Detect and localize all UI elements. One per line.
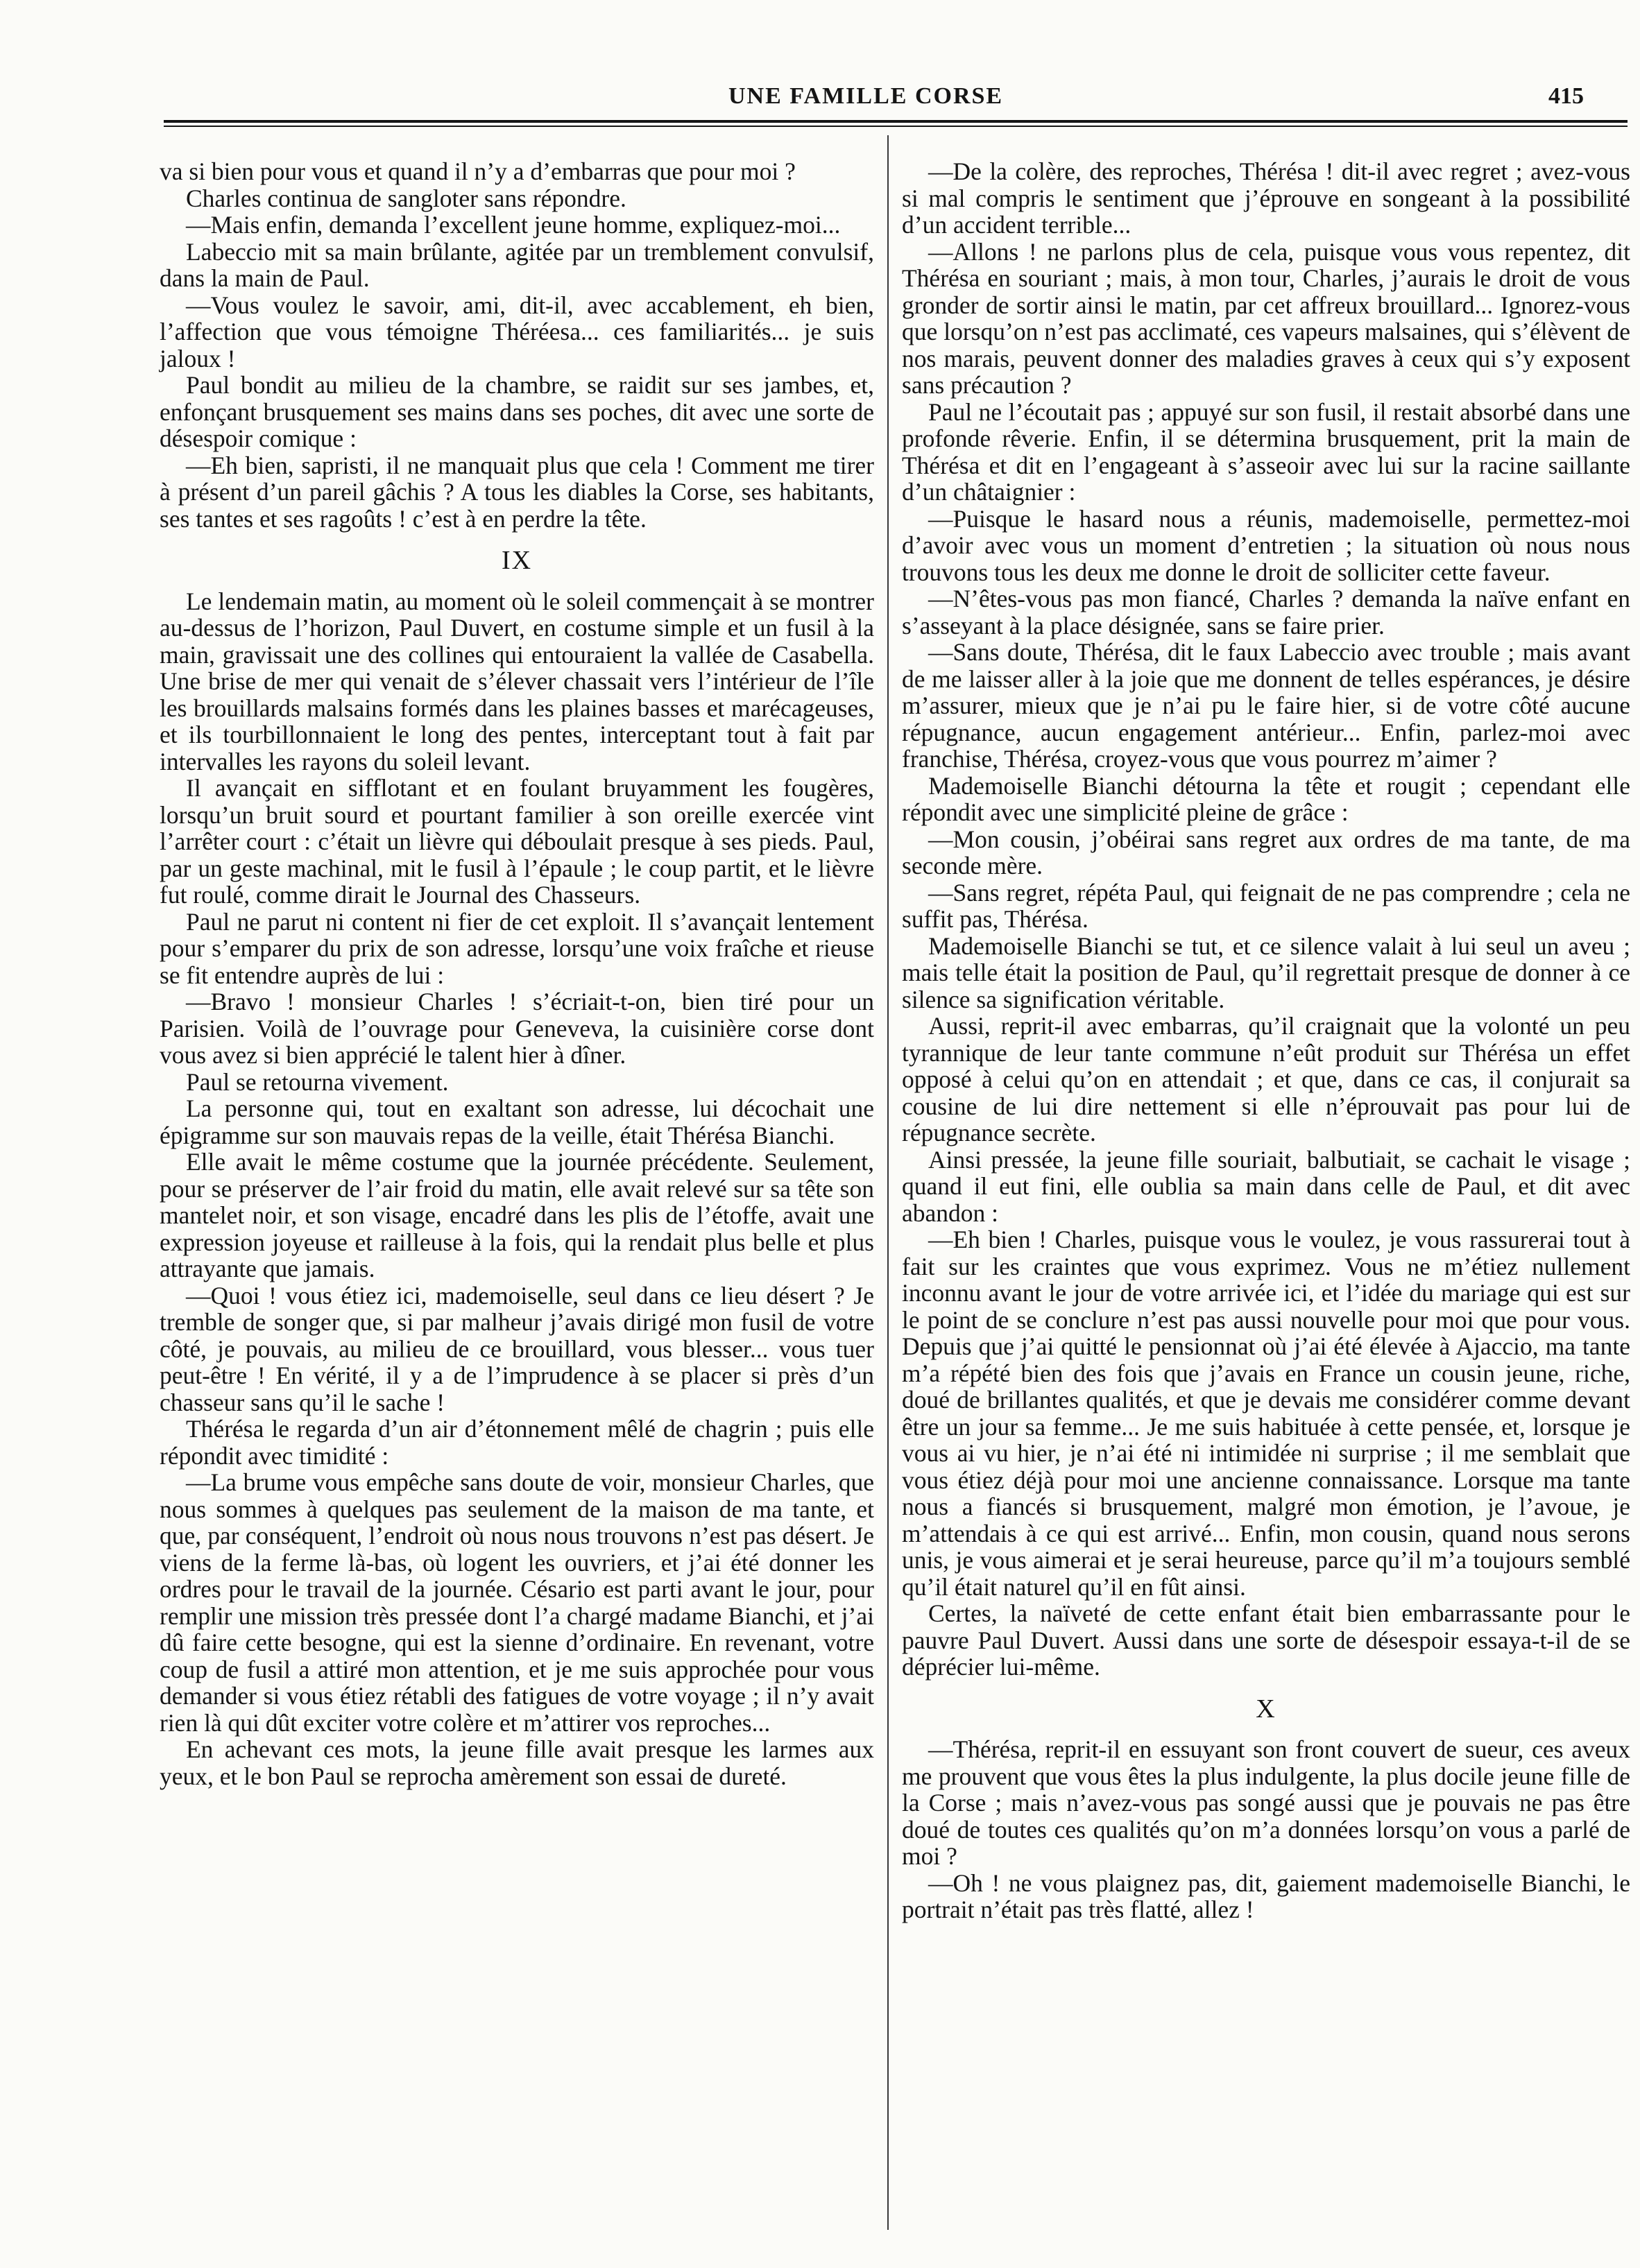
running-header-title: UNE FAMILLE CORSE xyxy=(728,83,1004,109)
paragraph: Paul ne l’écoutait pas ; appuyé sur son fusil, il restait absorbé dans une profonde rêverie. Enfin, il se détermina brusquement, prit la main de Thérésa et dit en l’engageant à s’asseoir avec lui sur la racine saillante d’un châtaignier : xyxy=(902,397,1630,506)
paragraph: Paul ne parut ni content ni fier de cet exploit. Il s’avançait lentement pour s’emparer du prix de son adresse, lorsqu’une voix fraîche et rieuse se fit entendre auprès de lui : xyxy=(160,907,874,989)
paragraph: —De la colère, des reproches, Thérésa ! dit-il avec regret ; avez-vous si mal compris le sentiment que j’éprouve en songeant à la possibilité d’un accident terrible... xyxy=(902,157,1630,239)
right-column xyxy=(902,158,1630,1923)
paragraph: Mademoiselle Bianchi se tut, et ce silence valait à lui seul un aveu ; mais telle était la position de Paul, qu’il regrettait presque de donner à ce silence sa signification véritable. xyxy=(902,931,1630,1013)
paragraph: Il avançait en sifflotant et en foulant bruyamment les fougères, lorsqu’un bruit sourd et pourtant familier à son oreille exercée vint l’arrêter court : c’était un lièvre qui déboulait presque à ses pieds. Paul, par un geste machinal, mit le fusil à l’épaule ; le coup partit, et le lièvre fut roulé, comme dirait le Journal des Chasseurs. xyxy=(160,774,874,909)
paragraph: —Bravo ! monsieur Charles ! s’écriait-t-on, bien tiré pour un Parisien. Voilà de l’ouvrage pour Geneveva, la cuisinière corse dont vous avez si bien apprécié le talent hier à dîner. xyxy=(160,988,874,1069)
paragraph: —Quoi ! vous étiez ici, mademoiselle, seul dans ce lieu désert ? Je tremble de songer que, si par malheur j’avais dirigé mon fusil de votre côté, je pouvais, au milieu de ce brouillard, vous blesser... vous tuer peut-être ! En vérité, il y a de l’imprudence à se placer si près d’un chasseur sans qu’il le sache ! xyxy=(160,1281,874,1416)
paragraph: Thérésa le regarda d’un air d’étonnement mêlé de chagrin ; puis elle répondit avec timidité : xyxy=(160,1415,874,1470)
paragraph: va si bien pour vous et quand il n’y a d’embarras que pour moi ? xyxy=(160,157,796,185)
paragraph: Charles continua de sangloter sans répondre. xyxy=(186,184,626,212)
paragraph: —Mon cousin, j’obéirai sans regret aux ordres de ma tante, de ma seconde mère. xyxy=(902,825,1630,879)
paragraph: La personne qui, tout en exaltant son adresse, lui décochait une épigramme sur son mauvais repas de la veille, était Thérésa Bianchi. xyxy=(160,1094,874,1149)
paragraph: —Mais enfin, demanda l’excellent jeune homme, expliquez-moi... xyxy=(186,211,841,239)
paragraph: —Oh ! ne vous plaignez pas, dit, gaiement mademoiselle Bianchi, le portrait n’était pas très flatté, allez ! xyxy=(902,1868,1630,1923)
header-rule-thin xyxy=(164,126,1628,127)
paragraph: Aussi, reprit-il avec embarras, qu’il craignait que la volonté un peu tyrannique de leur tante commune n’eût produit sur Thérésa un effet opposé à celui qu’on en attendait ; et que, dans ce cas, il conjurait sa cousine de lui dire nettement si elle n’éprouvait pas pour lui de répugnance secrète. xyxy=(902,1012,1630,1146)
paragraph: —La brume vous empêche sans doute de voir, monsieur Charles, que nous sommes à quelques pas seulement de la maison de ma tante, et que, par conséquent, l’endroit où nous nous trouvons n’est pas désert. Je viens de la ferme là-bas, où logent les ouvriers, et j’ai été donner les ordres pour le travail de la journée. Césario est parti avant le jour, pour remplir une mission très pressée dont l’a chargé madame Bianchi, et j’ai dû faire cette besogne, qui est la sienne d’ordinaire. En revenant, votre coup de fusil a attiré mon attention, et je me suis approchée pour vous demander si vous étiez rétabli des fatigues de votre voyage ; il n’y avait rien là qui dût exciter votre colère et m’attirer vos reproches... xyxy=(160,1468,874,1737)
paragraph: Labeccio mit sa main brûlante, agitée par un tremblement convulsif, dans la main de Paul. xyxy=(160,237,874,292)
paragraph: Elle avait le même costume que la journée précédente. Seulement, pour se préserver de l’air froid du matin, elle avait relevé sur sa tête son mantelet noir, et son visage, encadré dans les plis de l’étoffe, avait une expression joyeuse et railleuse à la fois, qui la rendait plus belle et plus attrayante que jamais. xyxy=(160,1148,874,1282)
paragraph: Paul se retourna vivement. xyxy=(186,1067,449,1096)
paragraph: Paul bondit au milieu de la chambre, se raidit sur ses jambes, et, enfonçant brusquement ses mains dans ses poches, dit avec une sorte de désespoir comique : xyxy=(160,371,874,452)
paragraph: —Sans regret, répéta Paul, qui feignait de ne pas comprendre ; cela ne suffit pas, Thérésa. xyxy=(902,878,1630,933)
paragraph: —N’êtes-vous pas mon fiancé, Charles ? demanda la naïve enfant en s’asseyant à la place désignée, sans se faire prier. xyxy=(902,585,1630,639)
paragraph: —Eh bien, sapristi, il ne manquait plus que cela ! Comment me tirer à présent d’un pareil gâchis ? A tous les diables la Corse, ses habitants, ses tantes et ses ragoûts ! c’est à en perdre la tête. xyxy=(160,451,874,533)
header-rule xyxy=(164,120,1628,123)
paragraph: Ainsi pressée, la jeune fille souriait, balbutiait, se cachait le visage ; quand il eut fini, elle oublia sa main dans celle de Paul, et dit avec abandon : xyxy=(902,1145,1630,1227)
paragraph: —Sans doute, Thérésa, dit le faux Labeccio avec trouble ; mais avant de me laisser aller à la joie que me donnent de telles espérances, je désire m’assurer, mieux que je n’ai pu le faire hier, si de votre côté aucune répugnance, aucun engagement antérieur... Enfin, parlez-moi avec franchise, Thérésa, croyez-vous que vous pourrez m’aimer ? xyxy=(902,638,1630,773)
paragraph: —Eh bien ! Charles, puisque vous le voulez, je vous rassurerai tout à fait sur les craintes que vous exprimez. Vous ne m’étiez nullement inconnu avant le jour de votre arrivée ici, et l’idée du mariage qui est sur le point de se conclure n’est pas aussi nouvelle pour moi que pour vous. Depuis que j’ai quitté le pensionnat où j’ai été élevée à Ajaccio, ma tante m’a répété bien des fois que j’avais en France un cousin jeune, riche, doué de brillantes qualités, et que je devais me considérer comme devant être un jour sa femme... Je me suis habituée à cette pensée, et, lorsque je vous ai vu hier, je n’ai été ni intimidée ni surprise ; il me semblait que vous étiez déjà pour moi une ancienne connaissance. Lorsque ma tante nous a fiancés si brusquement, malgré mon émotion, je l’avoue, je m’attendais à ce qui est arrivé... Enfin, mon cousin, quand nous serons unis, je vous aimerai et je serai heureuse, parce qu’il m’a toujours semblé qu’il était naturel qu’il en fût ainsi. xyxy=(902,1226,1630,1601)
page-number: 415 xyxy=(1548,83,1584,109)
section-heading: IX xyxy=(501,546,533,575)
paragraph: En achevant ces mots, la jeune fille avait presque les larmes aux yeux, et le bon Paul se reprocha amèrement son essai de dureté. xyxy=(160,1735,874,1790)
left-column xyxy=(160,158,874,1789)
paragraph: Certes, la naïveté de cette enfant était bien embarrassante pour le pauvre Paul Duvert. Aussi dans une sorte de désespoir essaya-t-il de se déprécier lui-même. xyxy=(902,1599,1630,1681)
paragraph: Mademoiselle Bianchi détourna la tête et rougit ; cependant elle répondit avec une simplicité pleine de grâce : xyxy=(902,771,1630,826)
paragraph: —Puisque le hasard nous a réunis, mademoiselle, permettez-moi d’avoir avec vous un moment d’entretien ; la situation où nous nous trouvons tous les deux me donne le droit de solliciter cette faveur. xyxy=(902,504,1630,586)
paragraph: Le lendemain matin, au moment où le soleil commençait à se montrer au-dessus de l’horizon, Paul Duvert, en costume simple et un fusil à la main, gravissait une des collines qui entouraient la vallée de Casabella. Une brise de mer qui venait de s’élever chassait vers l’intérieur de l’île les brouillards malsains formés dans les plaines basses et marécageuses, et ils tourbillonnaient le long des pentes, interceptant tout à fait par intervalles les rayons du soleil levant. xyxy=(160,587,874,775)
paragraph: —Thérésa, reprit-il en essuyant son front couvert de sueur, ces aveux me prouvent que vous êtes la plus indulgente, la plus docile jeune fille de la Corse ; mais n’avez-vous pas songé aussi que je pouvais ne pas être doué de toutes ces qualités qu’on m’a données lorsqu’on vous a parlé de moi ? xyxy=(902,1735,1630,1870)
column-divider xyxy=(887,135,889,2230)
section-heading: X xyxy=(1256,1694,1276,1724)
paragraph: —Vous voulez le savoir, ami, dit-il, avec accablement, eh bien, l’affection que vous témoigne Théréesa... ces familiarités... je suis jaloux ! xyxy=(160,291,874,372)
paragraph: —Allons ! ne parlons plus de cela, puisque vous vous repentez, dit Thérésa en souriant ; mais, à mon tour, Charles, j’aurais le droit de vous gronder de sortir ainsi le matin, par cet affreux brouillard... Ignorez-vous que lorsqu’on n’est pas acclimaté, ces vapeurs malsaines, qui s’élèvent de nos marais, peuvent donner des maladies graves à ceux qui s’y exposent sans précaution ? xyxy=(902,237,1630,399)
